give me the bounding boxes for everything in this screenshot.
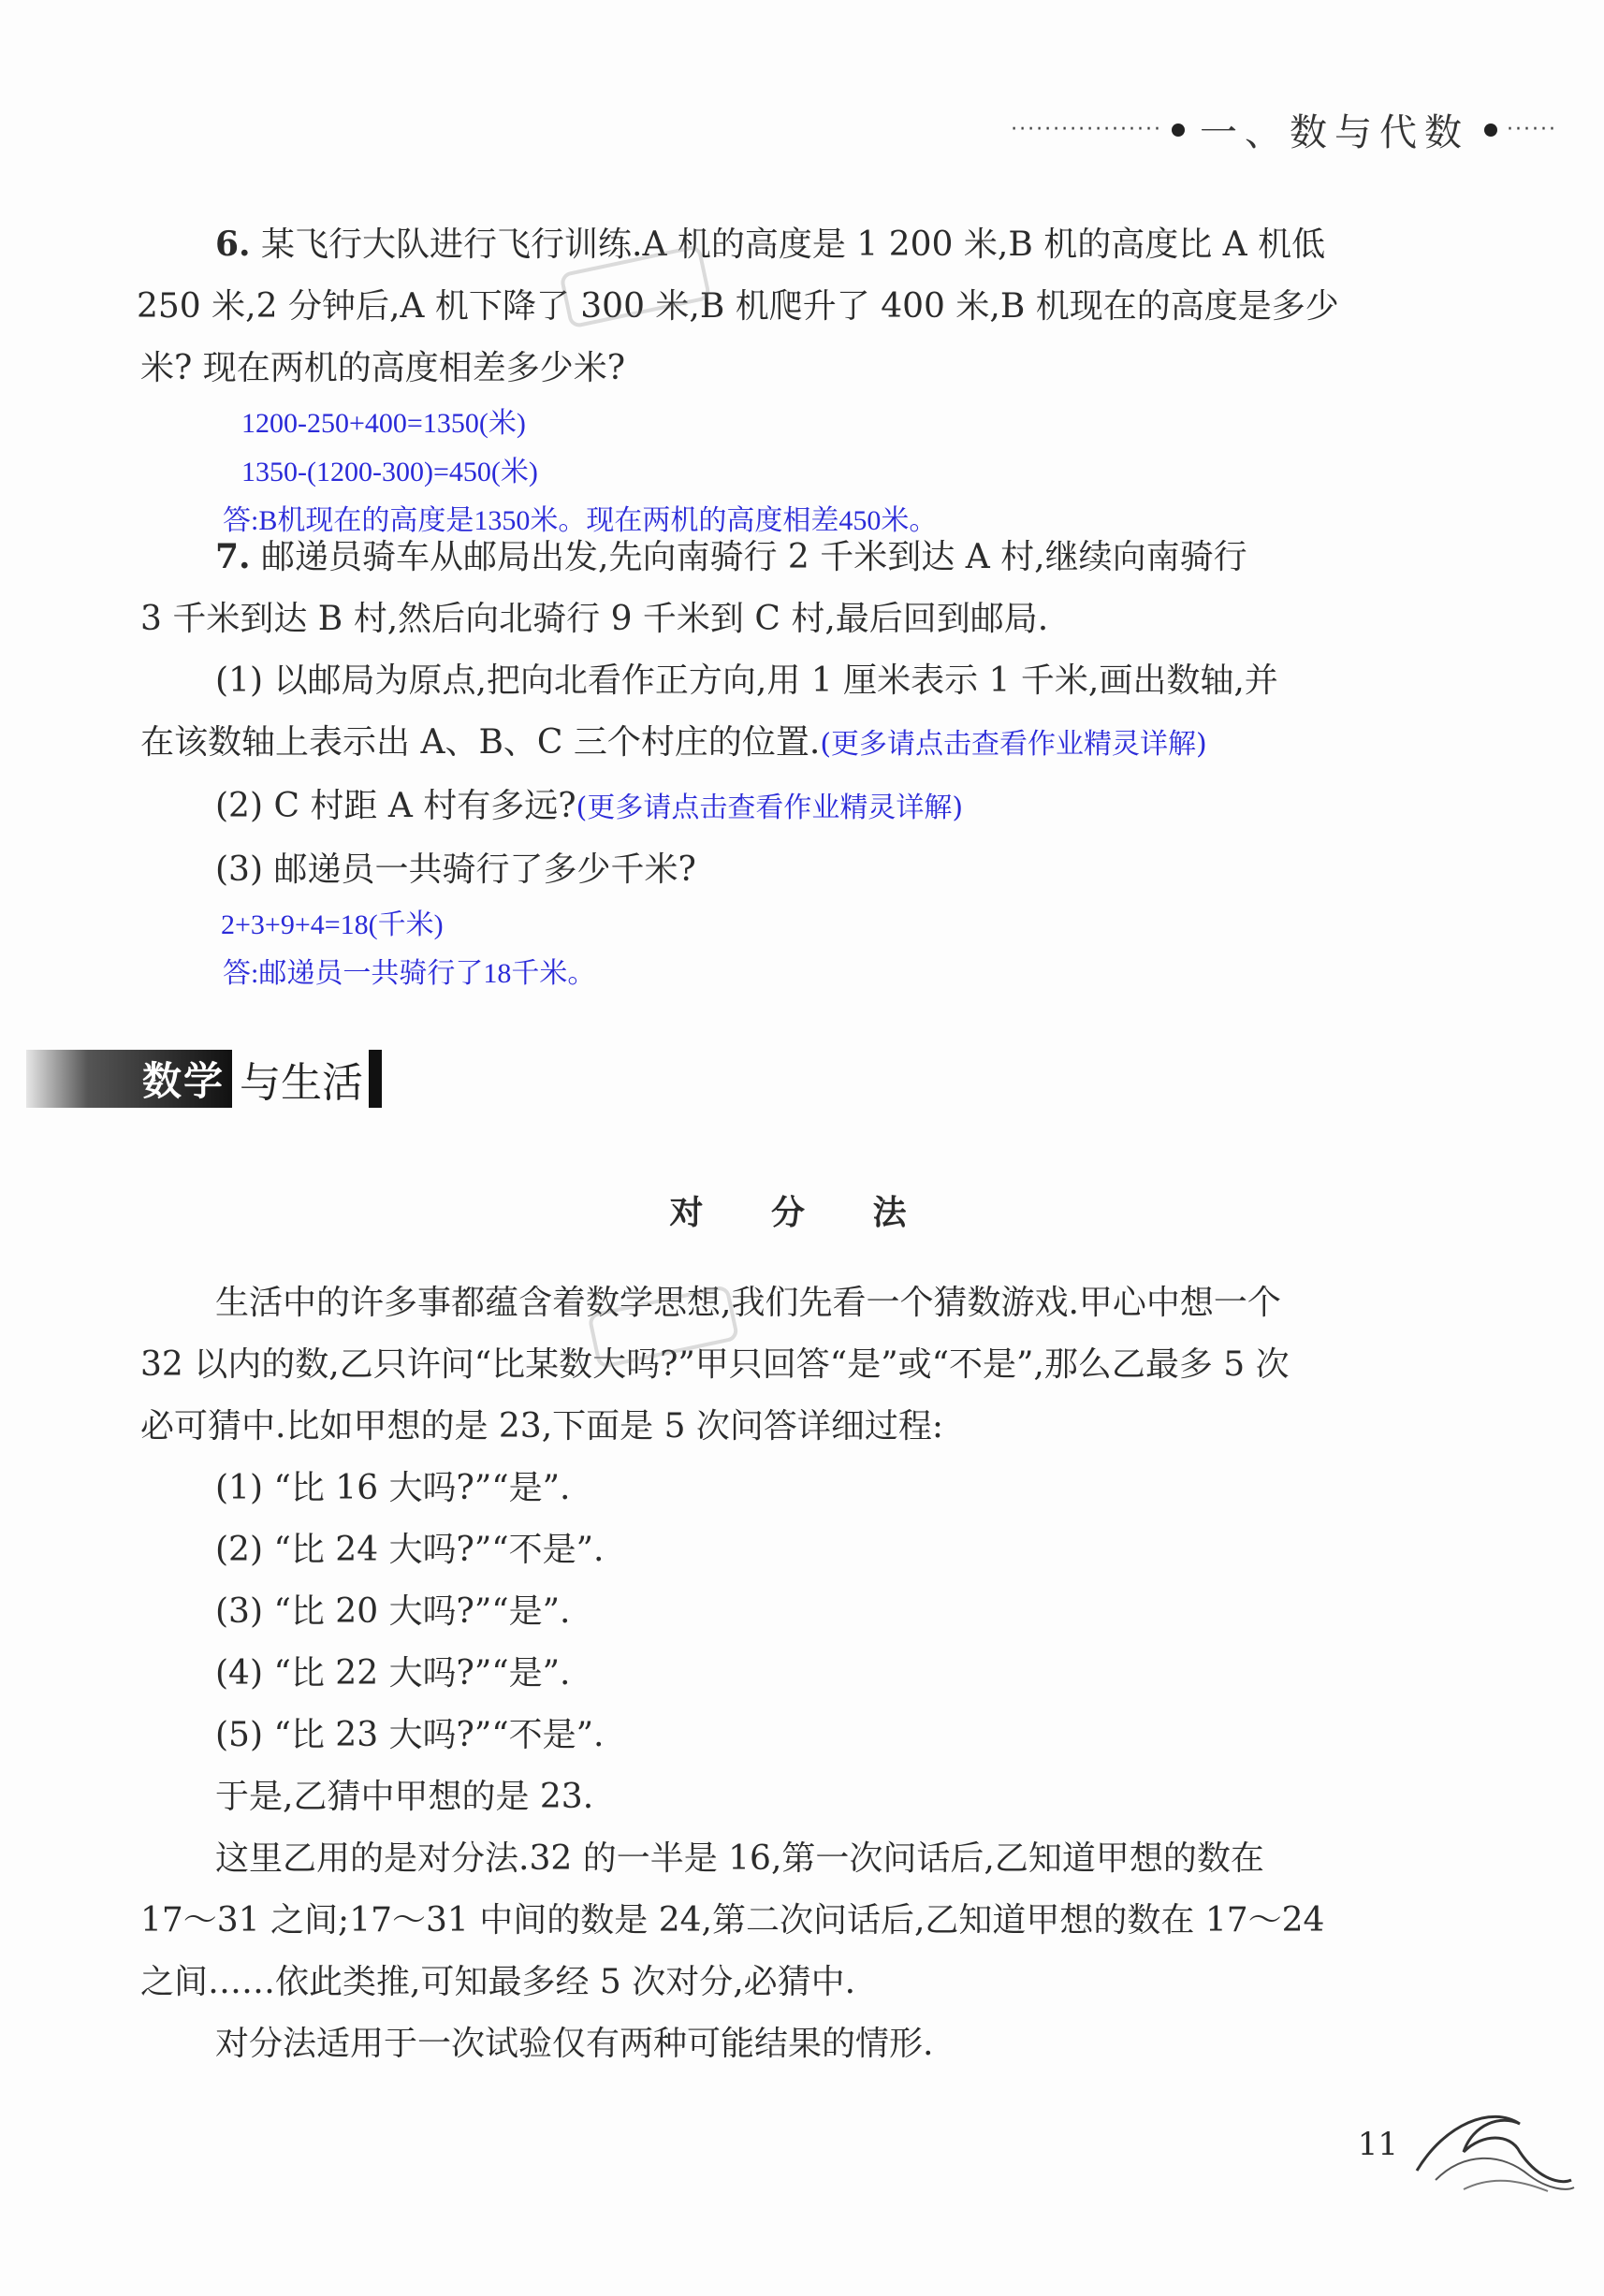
header-bullet-icon [1172,124,1185,137]
running-header [1011,103,1557,156]
q6-answer-2: 1350-(1200-300)=450(米) [241,457,538,487]
header-dots-right: ······ [1507,118,1557,141]
header-dots-left: ·················· [1011,118,1163,141]
banner-bar [26,1050,232,1108]
banner-strong-text: 数学 [141,1058,225,1104]
q7-text: 邮递员骑车从邮局出发,先向南骑行 2 千米到达 A 村,继续向南骑行 [261,538,1247,576]
q7-line-2: 3 千米到达 B 村,然后向北骑行 9 千米到 C 村,最后回到邮局. [140,600,1049,638]
conclusion-line: 于是,乙猜中甲想的是 23. [215,1778,594,1816]
explain-line: 17～31 之间;17～31 中间的数是 24,第二次问话后,乙知道甲想的数在 17～24 [140,1901,1325,1940]
paragraph-line: 32 以内的数,乙只许问“比某数大吗?”甲只回答“是”或“不是”,那么乙最多 5 次 [140,1345,1290,1384]
paragraph-line: 生活中的许多事都蕴含着数学思想,我们先看一个猜数游戏.甲心中想一个 [215,1284,1281,1322]
q6-number: 6. [215,225,251,264]
q7-part-3: (3) 邮递员一共骑行了多少千米? [215,850,696,889]
q6-answer-3: 答:B机现在的高度是1350米。现在两机的高度相差450米。 [223,505,938,536]
step-line: (1) “比 16 大吗?”“是”. [215,1469,571,1507]
explain-line: 之间……依此类推,可知最多经 5 次对分,必猜中. [140,1963,856,2001]
question-6 [137,213,1432,545]
section-title: 对 分 法 [669,1194,935,1232]
step-line: (2) “比 24 大吗?”“不是”. [215,1531,605,1569]
q7-part-2-text: (2) C 村距 A 村有多远? [215,787,576,825]
q7-part-1-line-2 [140,712,1432,776]
q6-answer-1: 1200-250+400=1350(米) [241,408,526,439]
step-line: (4) “比 22 大吗?”“是”. [215,1654,571,1693]
section-banner [26,1050,401,1108]
explain-line: 这里乙用的是对分法.32 的一半是 16,第一次问话后,乙知道甲想的数在 [215,1839,1264,1878]
wave-decoration-icon [1407,2086,1576,2199]
q7-answer-1: 2+3+9+4=18(千米) [221,909,444,940]
chapter-title: 一、数与代数 [1200,111,1470,154]
step-line: (5) “比 23 大吗?”“不是”. [215,1716,605,1754]
q7-line-1 [140,526,1432,589]
detail-link[interactable]: (更多请点击查看作业精灵详解) [576,792,964,824]
q7-number: 7. [215,537,251,576]
q6-line-2: 250 米,2 分钟后,A 机下降了 300 米,B 机爬升了 400 米,B 机现在的高度是多少 [137,287,1339,326]
q7-answer-2: 答:邮递员一共骑行了18千米。 [223,958,596,989]
detail-link[interactable]: (更多请点击查看作业精灵详解) [820,728,1207,761]
q6-line-1 [140,213,1432,276]
final-line: 对分法适用于一次试验仅有两种可能结果的情形. [215,2025,934,2063]
q6-text: 某飞行大队进行飞行训练.A 机的高度是 1 200 米,B 机的高度比 A 机低 [261,225,1326,264]
section-body [140,1272,1432,2075]
q7-part-1-text: 在该数轴上表示出 A、B、C 三个村庄的位置. [140,723,821,762]
q7-part-2 [140,776,1432,839]
q7-part-1-line-1: (1) 以邮局为原点,把向北看作正方向,用 1 厘米表示 1 千米,画出数轴,并 [215,661,1278,700]
header-bullet-icon [1484,124,1497,137]
step-line: (3) “比 20 大吗?”“是”. [215,1592,571,1631]
q6-line-3: 米? 现在两机的高度相差多少米? [140,349,626,387]
question-7 [140,526,1432,998]
banner-rest-text: 与生活 [240,1059,363,1107]
page-number: 11 [1357,2126,1398,2163]
banner-end-block [369,1050,382,1108]
paragraph-line: 必可猜中.比如甲想的是 23,下面是 5 次问答详细过程: [140,1407,944,1446]
